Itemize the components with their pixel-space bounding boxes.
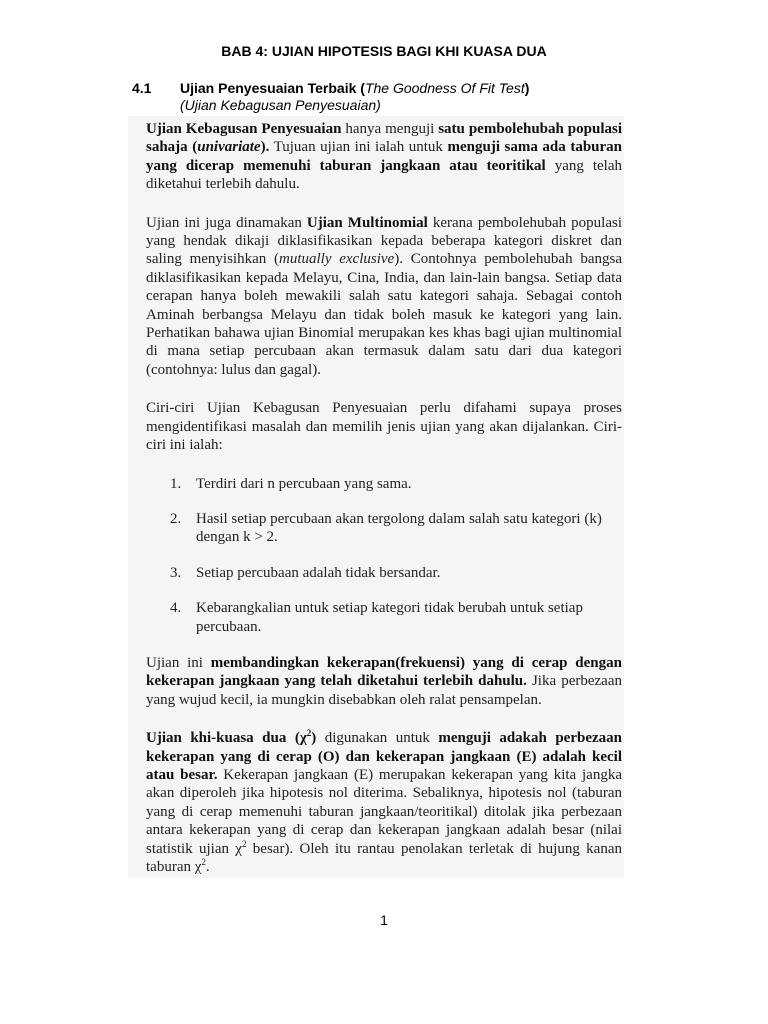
list-item: 1. Terdiri dari n percubaan yang sama.: [170, 475, 412, 492]
paragraph-multinomial: Ujian ini juga dinamakan Ujian Multinomial kerana pembolehubah populasi yang hendak dikaji diklasifikasikan kepada beberapa kategori diskret dan saling menyisihkan (mutually exclusive). Contohnya pembolehubah bangsa diklasifikasikan kepada Melayu, Cina, India, dan lain-lain bangsa. Setiap data cerapan hanya boleh mewakili salah satu kategori sahaja. Sebagai contoh Aminah berbangsa Melayu dan tidak boleh masuk ke kategori yang lain. Perhatikan bahawa ujian Binomial merupakan kes khas bagi ujian multinomial di mana setiap percubaan akan termasuk dalam satu dari dua kategori (contohnya: lulus dan gagal).: [146, 214, 622, 378]
section-title: Ujian Penyesuaian Terbaik: [180, 80, 357, 96]
scanned-text-block: [128, 116, 624, 878]
paragraph-intro: Ujian Kebagusan Penyesuaian hanya menguji satu pembolehubah populasi sahaja (univariate). Tujuan ujian ini ialah untuk menguji sama ada taburan yang dicerap memenuhi taburan jangkaan atau teoritikal yang telah diketahui terlebih dahulu.: [146, 121, 622, 193]
paragraph-comparison: Ujian ini membandingkan kekerapan(frekuensi) yang di cerap dengan kekerapan jangkaan yang telah diketahui terlebih dahulu. Jika perbezaan yang wujud kecil, ia mungkin disebabkan oleh ralat pensampelan.: [146, 654, 622, 708]
paren-open: (: [360, 80, 365, 96]
paragraph-characteristics: Ciri-ciri Ujian Kebagusan Penyesuaian perlu difahami supaya proses mengidentifikasi masalah dan memilih jenis ujian yang akan dijalankan. Ciri-ciri ini ialah:: [146, 400, 622, 454]
list-item: 3. Setiap percubaan adalah tidak bersandar.: [170, 564, 441, 581]
paragraph-chi-square: Ujian khi-kuasa dua $(\chi^2)$ digunakan untuk menguji adakah perbezaan kekerapan yang di cerap (O) dan kekerapan jangkaan (E) adalah kecil atau besar. Kekerapan jangkaan (E) merupakan kekerapan yang kita jangka akan diperoleh jika hipotesis nol diterima. Sebaliknya, hipotesis nol (taburan yang di cerap memenuhi taburan jangkaan/teoritikal) ditolak jika perbezaan antara kekerapan yang di cerap dan kekerapan jangkaan adalah besar (nilai statistik ujian $\chi^2$ besar). Oleh itu rantau penolakan terletak di hujung kanan taburan $\chi^2$.: [146, 728, 623, 875]
section-heading: [132, 80, 632, 113]
term-mutually-exclusive: mutually exclusive: [278, 251, 395, 268]
page-number: 1: [380, 912, 388, 928]
hypothesis-statement: menguji adakah perbezaan kekerapan yang di cerap (O) dan kekerapan jangkaan (E) adalah kecil atau besar.: [146, 730, 623, 783]
page-header: BAB 4: UJIAN HIPOTESIS BAGI KHI KUASA DUA: [221, 43, 547, 59]
list-item: 2. Hasil setiap percubaan akan tergolong dalam salah satu kategori (k) dengan k > 2.: [170, 510, 602, 546]
section-title-english: The Goodness Of Fit Test: [364, 80, 525, 96]
term-chi-square: Ujian khi-kuasa dua $(\chi^2)$: [146, 728, 317, 747]
scanned-text-content: [146, 120, 622, 896]
list-item: 4. Kebarangkalian untuk setiap kategori tidak berubah untuk setiap percubaan.: [170, 600, 583, 635]
term-kebagusan: Ujian Kebagusan Penyesuaian: [146, 121, 342, 137]
characteristics-list: [146, 475, 622, 636]
section-number: 4.1: [132, 80, 152, 96]
section-subtitle: (Ujian Kebagusan Penyesuaian): [180, 97, 381, 113]
paren-close: ): [524, 80, 530, 96]
purpose-statement: menguji sama ada taburan yang dicerap memenuhi taburan jangkaan atau teoritikal: [146, 139, 622, 174]
term-univariate: univariate: [197, 139, 261, 156]
term-multinomial: Ujian Multinomial: [306, 214, 428, 231]
comparison-statement: membandingkan kekerapan(frekuensi) yang di cerap dengan kekerapan jangkaan yang telah diketahui terlebih dahulu.: [146, 654, 622, 690]
